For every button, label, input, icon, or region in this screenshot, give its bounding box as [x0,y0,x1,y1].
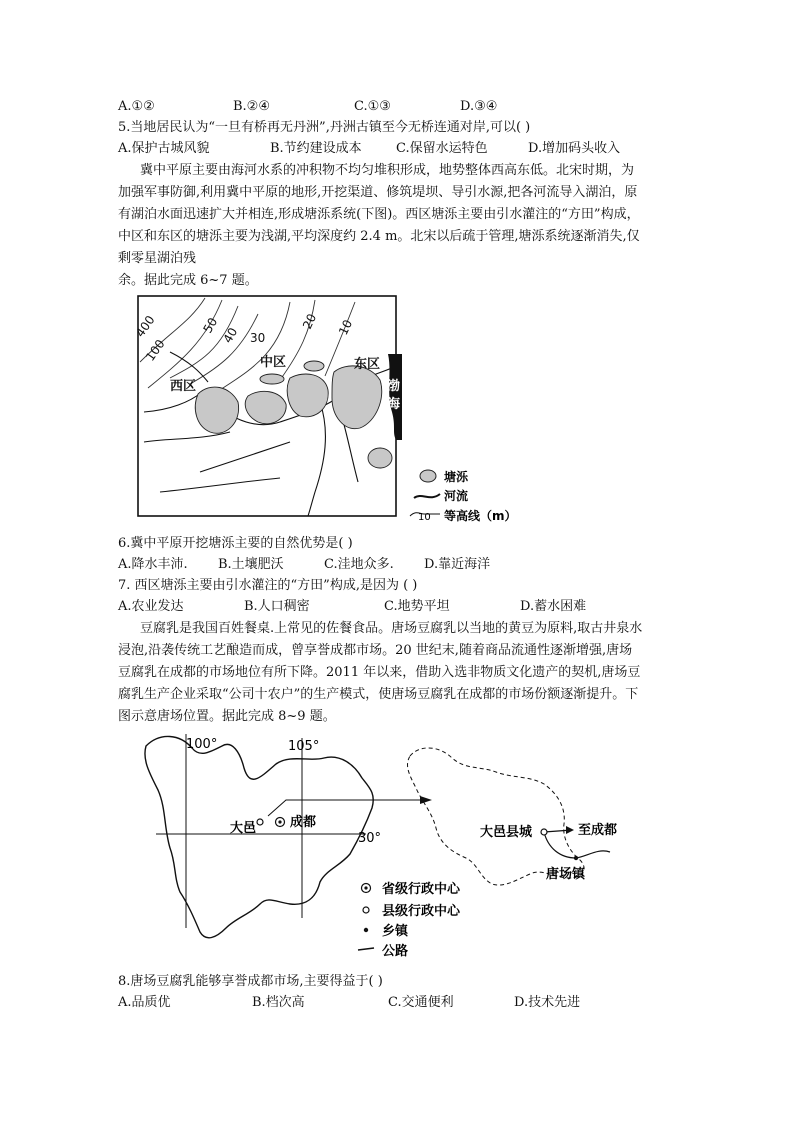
passage1-line: 剩零星湖泊残 [118,251,197,266]
q8-option-b: B.档次高 [252,995,305,1010]
q5-option-b: B.节约建设成本 [270,141,362,156]
q4-option-a: A.①② [118,99,155,114]
dayi-county-outline [408,748,585,885]
q4-option-d: D.③④ [460,99,498,114]
legend-river: 河流 [444,489,469,503]
lon-105: 105° [288,739,320,754]
label-dayi: 大邑 [230,821,257,836]
lon-100: 100° [186,737,218,752]
passage-tangchang [118,618,680,728]
legend-contour-sample: 10 [418,512,431,523]
q7-options [118,597,678,617]
legend-township: 乡镇 [382,924,409,939]
tangchang-location-map [140,728,640,964]
contour-100: 100 [142,336,168,364]
contour-10: 10 [336,317,356,338]
q7-option-d: D.蓄水困难 [520,599,587,614]
label-tangchang: 唐场镇 [546,867,586,882]
q6-option-d: D.靠近海洋 [424,557,491,572]
passage2-line: 浸泡,沿袭传统工艺酿造而成，曾享誉成都市场。20 世纪末,随着商品流通性逐渐增强,唐场 [118,643,633,658]
q5-stem: 5.当地居民认为“一旦有桥再无丹洲”,丹洲古镇至今无桥连通对岸,可以( ) [118,120,531,135]
pond-west [195,387,238,433]
contour-400: 400 [132,312,158,340]
passage2-line: 腐乳生产企业采取“公司十农户”的生产模式，使唐场豆腐乳在成都的市场份额逐渐提升。下 [118,687,639,702]
legend-road: 公路 [382,944,409,959]
passage1-line: 有湖泊水面迅速扩大并相连,形成塘泺系统(下图)。西区塘泺主要由引水灌注的“方田”构成， [118,207,640,222]
passage2-line: 图示意唐场位置。据此完成 8~9 题。 [118,709,336,724]
q5-option-d: D.增加码头收入 [528,141,621,156]
passage-jizhong [118,160,680,292]
q6-stem: 6.冀中平原开挖塘泺主要的自然优势是( ) [118,536,353,551]
label-sea-1: 渤 [387,379,401,394]
passage1-line: 加强军事防御,利用冀中平原的地形,开挖渠道、修筑堤坝、导引水源,把各河流导入湖泊，原 [118,185,638,200]
passage1-line: 余。据此完成 6~7 题。 [118,273,258,288]
legend-provincial: 省级行政中心 [382,882,461,897]
map2-legend [358,881,461,959]
legend-county: 县级行政中心 [382,904,461,919]
q4-option-b: B.②④ [233,99,270,114]
q5-option-a: A.保护古城风貌 [118,141,210,156]
q8-option-d: D.技术先进 [514,995,581,1010]
passage2-line: 豆腐乳是我国百姓餐桌.上常见的佐餐食品。唐场豆腐乳以当地的黄豆为原料,取古井泉水 [140,621,643,636]
q8-options [118,993,678,1013]
q5-options [118,139,678,159]
passage1-line: 冀中平原主要由海河水系的冲积物不均匀堆积形成，地势整体西高东低。北宋时期，为 [140,163,635,178]
contour-40: 40 [220,325,241,346]
lat-30: 30° [358,831,382,846]
label-sea-2: 海 [387,397,401,412]
sichuan-outline [145,736,373,937]
contour-30: 30 [250,331,266,345]
q4-option-c: C.①③ [354,99,391,114]
passage1-line: 中区和东区的塘泺主要为浅湖,平均深度约 2.4 m。北宋以后疏于管理,塘泺系统逐渐消失,仅 [118,229,640,244]
q6-options [118,555,678,575]
q6-option-a: A.降水丰沛. [118,557,188,572]
q6-option-b: B.土壤肥沃 [218,557,284,572]
q7-option-c: C.地势平坦 [384,599,450,614]
q8-option-a: A.品质优 [118,995,171,1010]
passage2-line: 豆腐乳在成都的市场地位有所下降。2011 年以来，借助入选非物质文化遗产的契机,唐场豆 [118,665,641,680]
label-chengdu: 成都 [290,815,317,830]
q7-stem: 7. 西区塘泺主要由引水灌注的“方田”构成,是因为 ( ) [118,578,418,593]
legend-contour: 等高线（m） [444,509,517,523]
label-west: 西区 [170,379,197,394]
q4-options [118,97,678,117]
label-dayi-county: 大邑县城 [480,825,533,840]
q6-option-c: C.洼地众多. [324,557,394,572]
q8-stem: 8.唐场豆腐乳能够享誉成都市场,主要得益于( ) [118,974,383,989]
jizhong-pond-map [130,292,540,532]
pond-middle-2 [287,374,328,417]
q5-option-c: C.保留水运特色 [396,141,488,156]
label-east: 东区 [354,357,381,372]
label-to-chengdu: 至成都 [578,823,618,838]
contour-50: 50 [200,315,221,336]
label-middle: 中区 [260,355,287,370]
q7-option-b: B.人口稠密 [244,599,310,614]
map1-legend [410,469,517,523]
contour-20: 20 [300,311,320,332]
legend-pond: 塘泺 [444,470,469,484]
q7-option-a: A.农业发达 [118,599,184,614]
q8-option-c: C.交通便利 [388,995,454,1010]
